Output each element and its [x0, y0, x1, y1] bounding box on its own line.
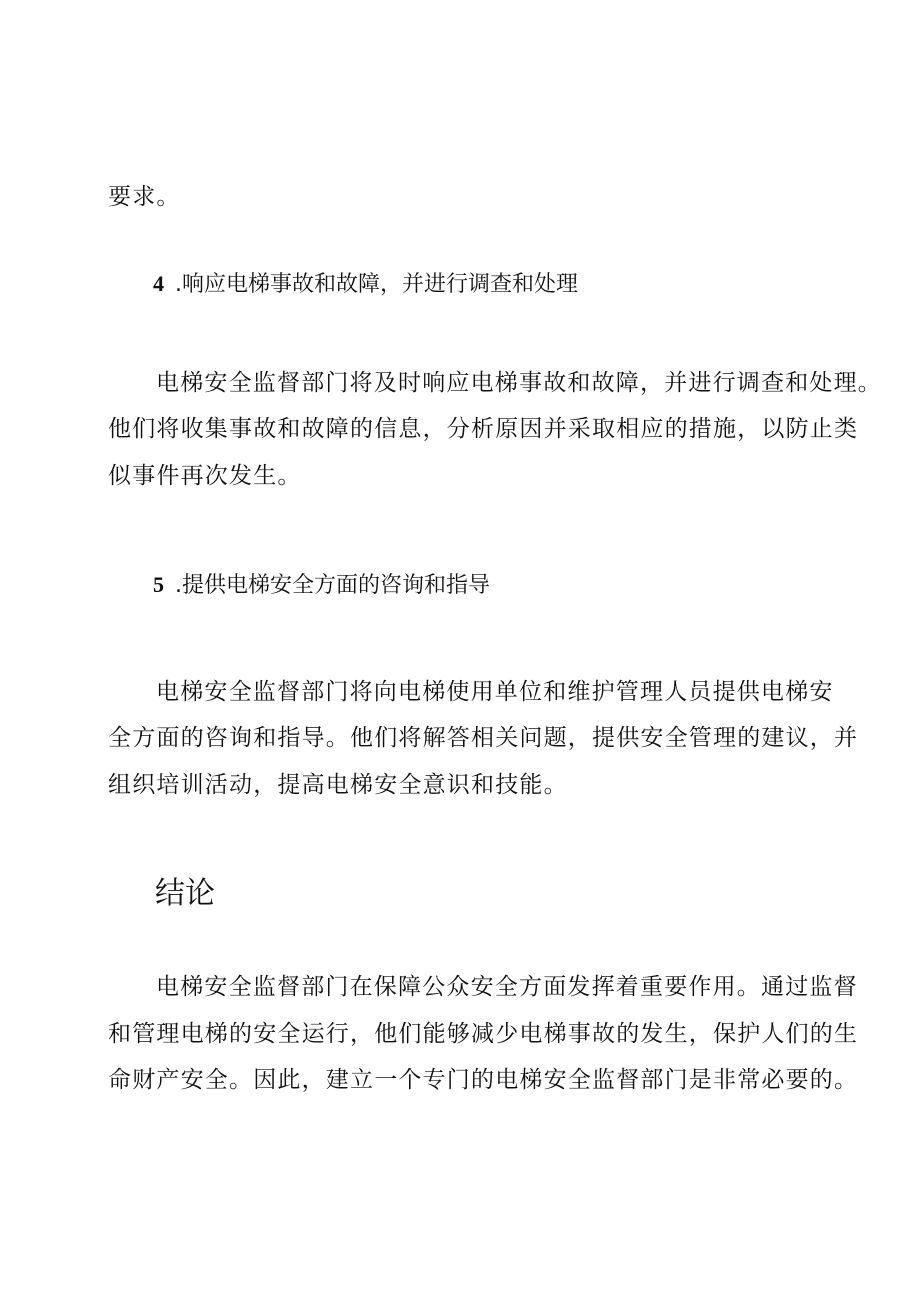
item5-number: 5	[153, 572, 164, 597]
item5-paragraph-line: 电梯安全监督部门将向电梯使用单位和维护管理人员提供电梯安	[156, 679, 834, 705]
item4-paragraph-line: 似事件再次发生。	[108, 463, 302, 489]
continuation-fragment: 要求。	[108, 184, 181, 210]
item4-number: 4	[153, 271, 164, 296]
item4-paragraph-line: 电梯安全监督部门将及时响应电梯事故和故障，并进行调查和处理。	[156, 370, 882, 396]
item4-title: .响应电梯事故和故障，并进行调查和处理	[175, 272, 578, 297]
conclusion-title: 结论	[155, 876, 215, 911]
item5-heading	[153, 570, 490, 601]
conclusion-paragraph-line: 电梯安全监督部门在保障公众安全方面发挥着重要作用。通过监督	[156, 974, 858, 1000]
item5-paragraph-line: 组织培训活动，提高电梯安全意识和技能。	[108, 772, 568, 798]
conclusion-paragraph-line: 命财产安全。因此，建立一个专门的电梯安全监督部门是非常必要的。	[108, 1067, 859, 1093]
item5-title: .提供电梯安全方面的咨询和指导	[175, 573, 490, 598]
conclusion-paragraph-line: 和管理电梯的安全运行，他们能够减少电梯事故的发生，保护人们的生	[108, 1021, 859, 1047]
item4-heading	[153, 269, 578, 300]
item5-paragraph-line: 全方面的咨询和指导。他们将解答相关问题，提供安全管理的建议，并	[108, 725, 859, 751]
item4-paragraph-line: 他们将收集事故和故障的信息，分析原因并采取相应的措施，以防止类	[108, 416, 859, 442]
